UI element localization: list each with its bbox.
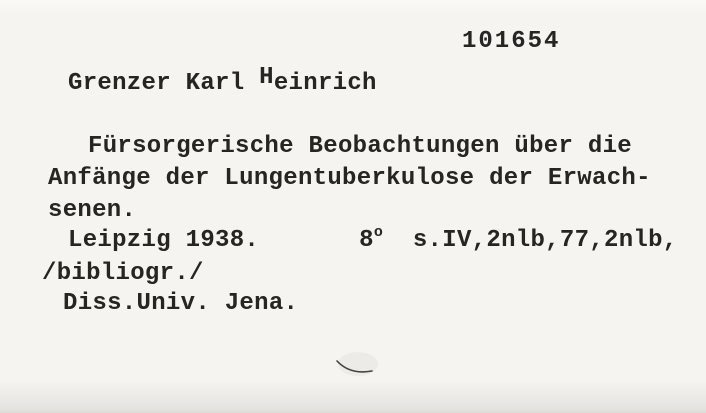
author-raised-initial: H <box>259 64 274 91</box>
accession-number: 101654 <box>462 28 561 55</box>
imprint-collation: s.IV,2nlb,77,2nlb, <box>412 227 678 254</box>
title-line-3: senen. <box>48 197 137 224</box>
author-heading <box>68 64 377 97</box>
author-name-part: Grenzer Karl <box>68 70 260 97</box>
imprint-format-superscript: o <box>373 224 383 241</box>
title-line-2: Anfänge der Lungentuberkulose der Erwach- <box>48 165 651 192</box>
bibliography-note: /bibliogr./ <box>42 260 204 287</box>
imprint-place-date: Leipzig 1938. <box>68 227 260 254</box>
imprint-line <box>68 224 678 254</box>
dissertation-note: Diss.Univ. Jena. <box>63 290 299 317</box>
imprint-format-number: 8 <box>359 227 374 254</box>
title-line-1: Fürsorgerische Beobachtungen über die <box>88 133 632 160</box>
punch-mark-icon <box>328 348 388 384</box>
author-name-rest: einrich <box>273 70 377 97</box>
